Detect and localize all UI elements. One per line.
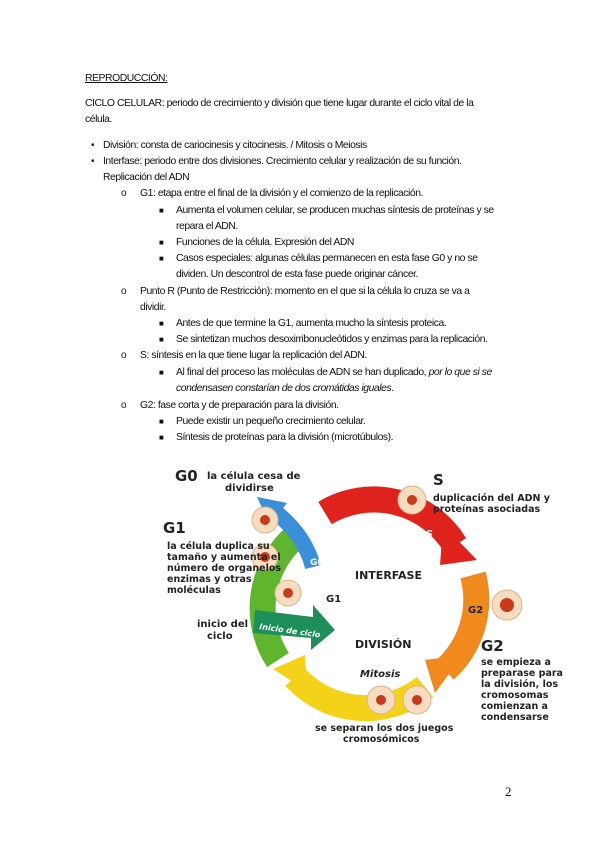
cell-icon [252,507,278,533]
g1-heading: G1 [163,519,186,537]
ring-label-g1: G1 [326,594,342,605]
inicio-text-line-2: ciclo [207,631,233,642]
ring-label-g0: G0 [310,558,324,568]
sub-bullet-icon: o [121,400,127,411]
bullet-interfase-line-2: Replicación del ADN [103,172,190,183]
punto-r-point-1: Antes de que termine la G1, aumenta mucho la síntesis proteica. [176,318,447,329]
g0-text-line-2: dividirse [225,483,274,494]
g1-text-line-3: número de organelos [167,563,282,574]
square-bullet-icon: ■ [159,335,164,344]
g1-text-line-1: la célula duplica su [167,541,270,552]
g1-text-line-4: enzimas y otras [167,574,252,585]
s-point-1-end: . [391,383,394,394]
s-point-1-plain: Al final del proceso las moléculas de ADN se han duplicado, [176,367,429,378]
definition-line-1: CICLO CELULAR: periodo de crecimiento y división que tiene lugar durante el ciclo vital de la [85,98,474,109]
sub-bullet-icon: o [121,286,127,297]
cell-icon [403,686,431,714]
inicio-text-line-1: inicio del [197,619,249,630]
g2-heading: G2 [481,637,504,655]
page-number: 2 [505,784,512,799]
ring-label-interfase: INTERFASE [355,569,422,582]
square-bullet-icon: ■ [159,368,164,377]
s-text-line-2: proteínas asociadas [433,504,541,515]
g1-point-1-line-2: repara el ADN. [176,221,238,232]
g2-text-line-6: condensarse [481,712,549,723]
square-bullet-icon: ■ [159,433,164,442]
item-punto-r-line-2: dividir. [140,302,166,313]
g1-point-2: Funciones de la célula. Expresión del ADN [176,237,354,248]
definition-line-2: célula. [85,114,112,125]
cell-icon [398,486,426,514]
square-bullet-icon: ■ [159,417,164,426]
item-s: S: síntesis en la que tiene lugar la replicación del ADN. [140,350,367,361]
s-point-1-italic: por lo que si se [428,367,492,378]
cell-icon [367,686,395,714]
g1-point-3-line-2: dividen. Un descontrol de esta fase puede originar cáncer. [176,269,418,280]
g1-text-line-2: tamaño y aumenta el [167,552,281,563]
cell-cycle-diagram [155,455,570,755]
s-point-1-line-2 [176,381,394,397]
s-point-1-line-1 [176,365,492,381]
item-g1: G1: etapa entre el final de la división y el comienzo de la replicación. [140,188,423,199]
ring-label-division: DIVISIÓN [355,638,412,651]
g0-text-line-1: la célula cesa de [207,471,301,482]
square-bullet-icon: ■ [159,319,164,328]
square-bullet-icon: ■ [159,254,164,263]
g1-point-3-line-1: Casos especiales: algunas células permanecen en esta fase G0 y no se [176,253,478,264]
bottom-text-line-2: cromosómicos [343,734,420,745]
cell-icon [275,580,301,606]
bullet-icon: • [91,140,95,151]
bullet-interfase-line-1: Interfase: periodo entre dos divisiones. Crecimiento celular y realización de su función. [103,156,462,167]
bullet-icon: • [91,156,95,167]
item-g2: G2: fase corta y de preparación para la división. [140,400,339,411]
inicio-arrow-label: Inicio de ciclo [258,622,321,640]
ring-label-mitosis: Mitosis [360,669,401,680]
ring-label-fase-s: Fase S [397,529,433,540]
g2-point-2: Síntesis de proteínas para la división (microtúbulos). [176,432,394,443]
g1-text-line-5: moléculas [167,585,221,596]
punto-r-point-2: Se sintetizan muchos desoxirribonucleótidos y enzimas para la replicación. [176,334,488,345]
sub-bullet-icon: o [121,350,127,361]
g2-text-line-3: la división, los [481,679,559,690]
g2-text-line-4: cromosomas [481,690,549,701]
ring-label-g2: G2 [468,605,484,616]
g1-point-1-line-1: Aumenta el volumen celular, se producen muchas síntesis de proteínas y se [176,205,494,216]
s-heading: S [433,471,444,489]
item-punto-r-line-1: Punto R (Punto de Restricción): momento en el que si la célula lo cruza se va a [140,286,470,297]
square-bullet-icon: ■ [159,206,164,215]
g2-text-line-5: comienzan a [481,701,548,712]
g2-point-1: Puede existir un pequeño crecimiento celular. [176,416,366,427]
g2-text-line-1: se empieza a [481,657,551,668]
sub-bullet-icon: o [121,188,127,199]
g2-text-line-2: preparase para [481,668,563,679]
cell-icon [492,590,522,620]
bullet-division: División: consta de cariocinesis y citocinesis. / Mitosis o Meiosis [103,140,367,151]
square-bullet-icon: ■ [159,238,164,247]
bottom-text-line-1: se separan los dos juegos [315,723,454,734]
section-title: REPRODUCCIÓN: [85,73,168,84]
s-point-1-italic-2: condensasen constarían de dos cromátidas iguales [176,383,392,394]
g0-heading: G0 [175,467,198,485]
s-text-line-1: duplicación del ADN y [433,493,550,504]
